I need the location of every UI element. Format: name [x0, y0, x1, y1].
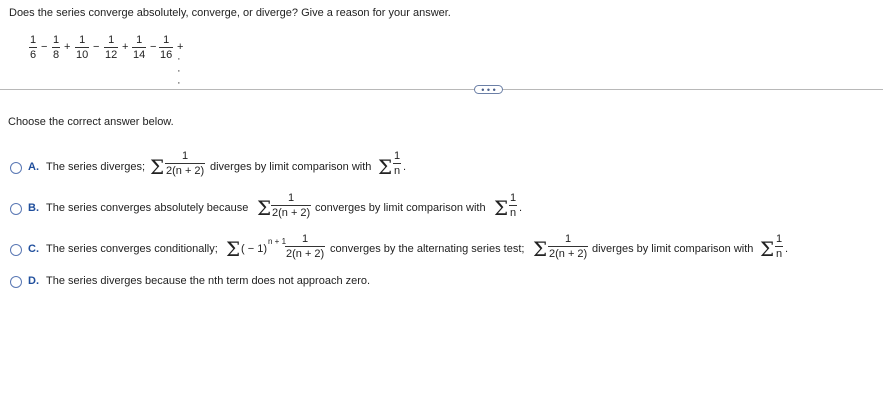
series-operator: −: [150, 41, 157, 53]
fraction: 1 n: [394, 150, 401, 177]
series-term: 1 16: [160, 34, 173, 61]
sigma-symbol: Σ: [150, 155, 165, 179]
choice-c[interactable]: [10, 234, 810, 268]
choice-a[interactable]: [10, 150, 430, 184]
sigma-symbol: Σ: [760, 237, 775, 261]
sigma-symbol: Σ: [257, 196, 272, 220]
fraction: 1 2(n + 2): [272, 192, 311, 219]
choice-text: diverges by limit comparison with: [592, 243, 754, 255]
choice-letter: D.: [28, 275, 39, 287]
choice-letter: A.: [28, 161, 39, 173]
series-term: 1 10: [76, 34, 89, 61]
sigma-symbol: Σ: [378, 155, 393, 179]
choice-text: converges by the alternating series test;: [330, 243, 525, 255]
choice-text: .: [519, 202, 523, 214]
choice-text: The series converges conditionally;: [46, 243, 218, 255]
series-term: 1 6: [30, 34, 37, 61]
fraction: 1 2(n + 2): [166, 150, 205, 177]
choice-text: converges by limit comparison with: [315, 202, 486, 214]
sigma-symbol: Σ: [533, 237, 548, 261]
choice-b[interactable]: [10, 192, 540, 226]
fraction: 1 2(n + 2): [549, 233, 588, 260]
fraction: 1 2(n + 2): [286, 233, 325, 260]
answer-prompt: Choose the correct answer below.: [8, 116, 174, 128]
fraction: 1 n: [510, 192, 517, 219]
choice-letter: B.: [28, 202, 39, 214]
radio-c[interactable]: [10, 244, 22, 256]
series-operator: +: [64, 41, 71, 53]
series-operator: + · · ·: [177, 41, 184, 89]
sigma-symbol: Σ: [494, 196, 509, 220]
radio-b[interactable]: [10, 203, 22, 215]
question-text: Does the series converge absolutely, converge, or diverge? Give a reason for your answer.: [9, 7, 451, 19]
series-term: 1 8: [53, 34, 60, 61]
fraction: 1 n: [776, 233, 783, 260]
choice-text: The series diverges;: [46, 161, 146, 173]
series-term: 1 14: [133, 34, 146, 61]
series-operator: −: [93, 41, 100, 53]
section-divider: [0, 89, 883, 90]
choice-text: diverges by limit comparison with: [210, 161, 372, 173]
choice-text: .: [785, 243, 789, 255]
choice-text: The series diverges because the nth term does not approach zero.: [46, 275, 371, 287]
choice-letter: C.: [28, 243, 39, 255]
sigma-symbol: Σ: [226, 237, 241, 261]
choice-text: The series converges absolutely because: [46, 202, 249, 214]
series-operator: +: [122, 41, 129, 53]
exponent: n + 1: [268, 237, 287, 246]
series-term: 1 12: [105, 34, 118, 61]
choice-d[interactable]: [10, 274, 390, 290]
choice-text: .: [403, 161, 407, 173]
radio-d[interactable]: [10, 276, 22, 288]
alternating-factor: ( − 1): [241, 243, 267, 255]
expand-button[interactable]: • • •: [474, 85, 503, 94]
series-operator: −: [41, 41, 48, 53]
radio-a[interactable]: [10, 162, 22, 174]
